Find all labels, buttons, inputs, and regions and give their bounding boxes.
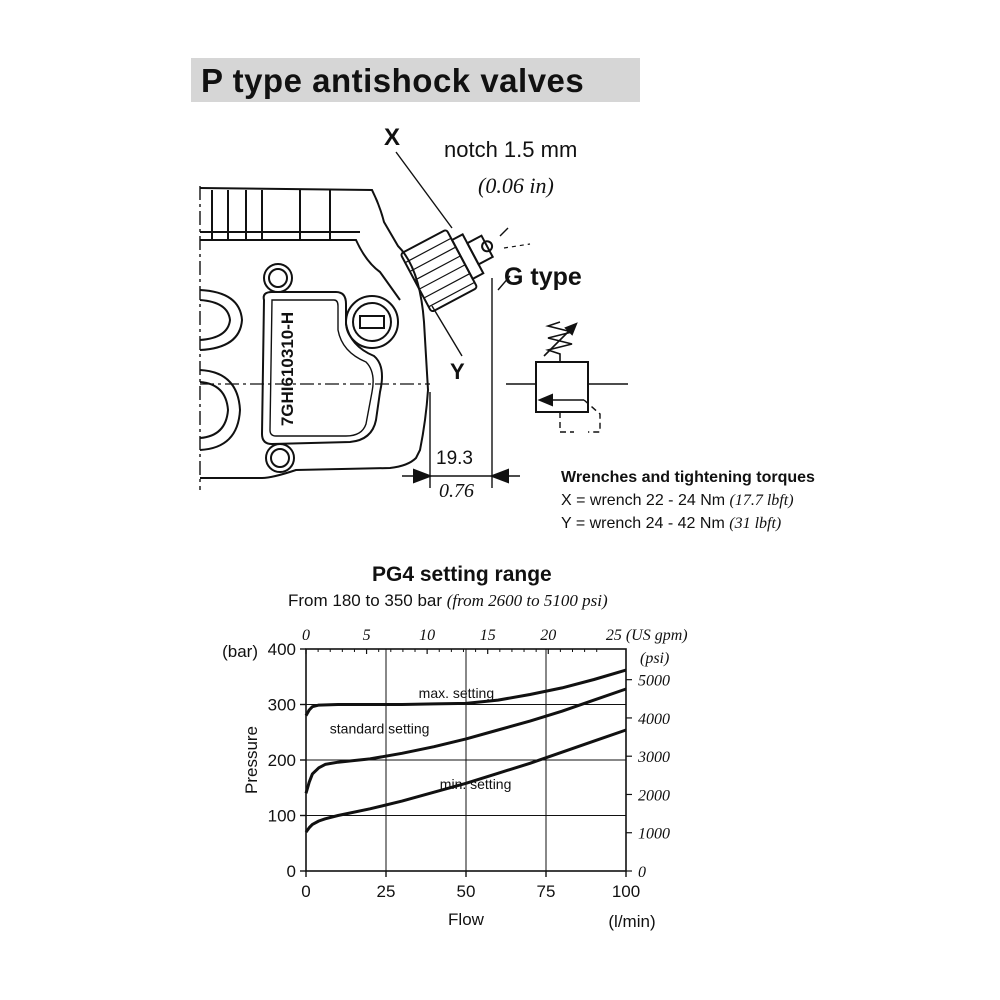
dimension-metric: 19.3: [436, 448, 473, 469]
y-tick-label: 200: [267, 751, 296, 770]
top-tick-label: 15: [479, 627, 496, 644]
x-tick-label: 50: [456, 882, 476, 901]
top-tick-label: 20: [540, 627, 557, 644]
x-axis-unit: (l/min): [608, 912, 656, 931]
top-tick-label: 0: [302, 627, 310, 644]
y-tick-label: 400: [267, 640, 296, 659]
x-tick-label: 75: [536, 882, 556, 901]
chart-subtitle-metric: From 180 to 350 bar: [288, 591, 443, 610]
top-tick-label: 10: [419, 627, 436, 644]
top-tick-label: 5: [362, 627, 371, 644]
y-tick-label: 100: [267, 806, 296, 826]
x-tick-label: 0: [301, 882, 311, 901]
part-code: 7GHI610310-H: [278, 311, 298, 427]
torque-x-imperial: (17.7 lbft): [729, 492, 794, 509]
y-tick-label: 0: [286, 862, 296, 881]
series-label: max. setting: [418, 684, 495, 701]
series-label: min. setting: [439, 775, 512, 792]
right-tick-label: 1000: [638, 825, 670, 843]
right-tick-label: 5000: [638, 672, 670, 690]
notch-label-imperial: (0.06 in): [478, 173, 554, 198]
torque-x-text: X = wrench 22 - 24 Nm: [561, 492, 726, 509]
torque-y-text: Y = wrench 24 - 42 Nm: [561, 515, 725, 532]
label-y: Y: [450, 359, 465, 384]
chart-subtitle-imperial: (from 2600 to 5100 psi): [446, 591, 608, 610]
notch-label: notch 1.5 mm: [444, 137, 578, 162]
g-type-label: G type: [504, 263, 582, 291]
top-axis-unit: 25 (US gpm): [605, 627, 688, 644]
y-axis-label: Pressure: [242, 725, 261, 795]
label-x: X: [384, 124, 401, 151]
page-title: P type antishock valves: [201, 62, 585, 99]
series-label: standard setting: [329, 720, 430, 737]
right-tick-label: 4000: [638, 710, 670, 728]
right-tick-label: 2000: [638, 787, 670, 805]
right-tick-label: 3000: [638, 749, 670, 767]
x-tick-label: 25: [376, 882, 396, 901]
right-tick-label: 0: [638, 864, 646, 881]
y-tick-label: 300: [267, 695, 296, 715]
dimension-imperial: 0.76: [439, 480, 474, 502]
x-axis-label: Flow: [448, 910, 484, 929]
y-axis-unit: (bar): [222, 642, 258, 661]
torques-heading: Wrenches and tightening torques: [561, 469, 815, 486]
x-tick-label: 100: [611, 882, 641, 901]
right-axis-unit: (psi): [640, 650, 670, 667]
torque-y-imperial: (31 lbft): [729, 515, 782, 532]
chart-title: PG4 setting range: [372, 563, 552, 586]
